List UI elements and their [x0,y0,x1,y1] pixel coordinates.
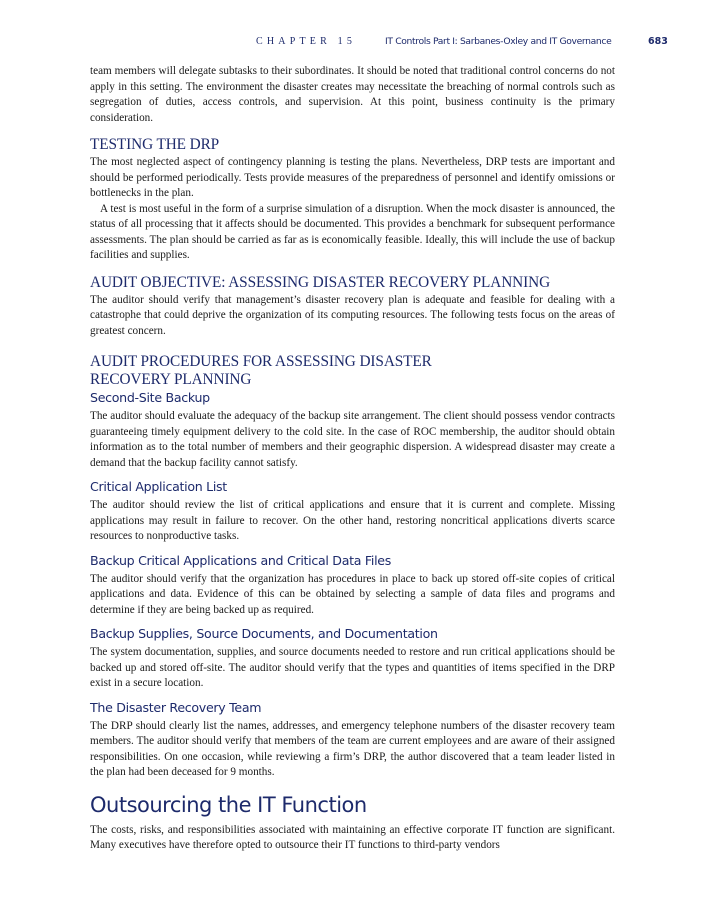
second-site-paragraph: The auditor should evaluate the adequacy of the backup site arrangement. The client should possess vendor contracts guaranteeing timely equipment delivery to the cold site. In the case of ROC membership, the auditor should obtain information as to the total number of members and their geographic dispersion. A widespread disaster may create a demand that the backup facility cannot satisfy. [90,410,615,469]
audit-procedures-heading: AUDIT PROCEDURES FOR ASSESSING DISASTER RECOVERY PLANNING [90,353,432,388]
chapter-label: CHAPTER 15 [256,36,357,47]
second-site-heading: Second-Site Backup [90,390,210,405]
backup-supplies-paragraph: The system documentation, supplies, and source documents needed to restore and run critical applications should be backed up and stored off-site. The auditor should verify that the types and quantities of items specified in the DRP exist in a secure location. [90,646,615,689]
testing-drp-heading: TESTING THE DRP [90,136,220,153]
outsourcing-paragraph: The costs, risks, and responsibilities associated with maintaining an effective corporate IT function are significant. Many executives have therefore opted to outsource their IT functions to third-party vendors [90,823,615,851]
testing-drp-paragraph-1: The most neglected aspect of contingency planning is testing the plans. Nevertheless, DRP tests are important and should be performed periodically. Tests provide measures of the preparedness of personnel and identify omissions or bottlenecks in the plan. [90,156,615,199]
testing-drp-paragraph-2: A test is most useful in the form of a surprise simulation of a disruption. When the mock disaster is announced, the status of all processing that it affects should be documented. This provides a benchmark for subsequent performance assessments. The plan should be carried as far as is economically feasible. Ideally, this will include the use of backup facilities and supplies. [90,202,615,261]
audit-objective-paragraph: The auditor should verify that management’s disaster recovery plan is adequate and feasible for dealing with a catastrophe that could deprive the organization of its computing resources. The following tests focus on the areas of greatest concern. [90,293,615,337]
page-content [90,64,615,854]
outsourcing-heading: Outsourcing the IT Function [90,792,367,817]
page-number: 683 [648,36,668,47]
critical-app-list-heading: Critical Application List [90,479,227,494]
audit-objective-heading: AUDIT OBJECTIVE: ASSESSING DISASTER RECOVERY PLANNING [90,273,551,291]
dr-team-heading: The Disaster Recovery Team [90,699,262,715]
chapter-title: IT Controls Part I: Sarbanes-Oxley and IT Governance [385,36,612,47]
intro-paragraph: team members will delegate subtasks to their subordinates. It should be noted that traditional control concerns do not apply in this setting. The environment the disaster creates may necessitate the breaching of normal controls such as segregation of duties, access controls, and supervision. At this point, business continuity is the primary consideration. [90,65,615,124]
dr-team-paragraph: The DRP should clearly list the names, addresses, and emergency telephone numbers of the disaster recovery team members. The auditor should verify that members of the team are current employees and are aware of their assigned responsibilities. On one occasion, while reviewing a firm’s DRP, the author discovered that a team leader listed in the plan had been deceased for 9 months. [90,719,615,778]
backup-critical-paragraph: The auditor should verify that the organization has procedures in place to back up stored off-site copies of critical applications and data. Evidence of this can be obtained by selecting a sample of data files and programs and determine if they are being backed up as required. [90,572,615,616]
running-head [0,36,719,50]
backup-critical-heading: Backup Critical Applications and Critical Data Files [90,552,392,568]
backup-supplies-heading: Backup Supplies, Source Documents, and Documentation [90,626,438,641]
critical-app-list-paragraph: The auditor should review the list of critical applications and ensure that it is current and complete. Missing applications may result in failure to recover. On the other hand, restoring noncritical applications diverts scarce resources to nonproductive tasks. [90,499,615,542]
